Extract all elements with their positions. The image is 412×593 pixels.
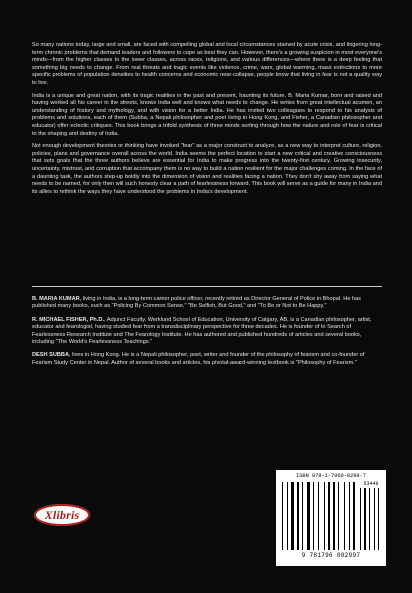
barcode-bar [376, 488, 377, 550]
barcode-bar [360, 488, 361, 550]
barcode-bar [356, 482, 357, 550]
barcode-bar [284, 482, 286, 550]
barcode-bar [328, 482, 330, 550]
barcode-bar [311, 482, 312, 550]
author-name: R. MICHAEL FISHER, Ph.D. [32, 316, 104, 323]
author-bio-text: , living in India, is a long-term career police officer, recently retired as Director General of Police in Bhopal. He has published many books, such as "Policing By Common Sense," "Be Selfish, But Good," and "To Be or Not to Be Happy." [32, 296, 361, 310]
barcode-bar [351, 482, 352, 550]
barcode-bar [300, 482, 301, 550]
barcode-bar [291, 482, 294, 550]
blurb-text [32, 42, 382, 201]
barcode-bars-main [282, 482, 358, 550]
isbn-barcode [276, 470, 386, 566]
barcode-bar [315, 482, 317, 550]
barcode-bar [338, 482, 339, 550]
barcode-bar [333, 482, 335, 550]
barcode-bar [367, 488, 368, 550]
barcode-bar [331, 482, 332, 550]
barcode-bar [307, 482, 310, 550]
barcode-bar [346, 482, 348, 550]
publisher-logo-text: Xlibris [44, 507, 80, 522]
barcode-bar [326, 482, 327, 550]
isbn-number: ISBN 978-1-7960-0299-7 [296, 473, 366, 479]
barcode-bar [282, 482, 283, 550]
barcode-bar [340, 482, 343, 550]
barcode-bar [336, 482, 337, 550]
barcode-bar [313, 482, 314, 550]
barcode-bar [371, 488, 373, 550]
blurb-paragraph-2: India is a unique and great nation, with its tragic realities in the past and present, haunting its future. B. Maria Kumar, born and raised and having worked all his career in the streets, knows India well and knows what needs to change. He writes from great intellectual acumen, an understanding of history and mythology, and with vision for a better India. He has invited two colleagues to respond to his analysis of problems and solutions, each of them (Subba, a Nepali philosopher and poet living in Hong Kong, and Fisher, a Canadian philosopher and educator) offer eclectic critiques. This book brings a trifold synthesis of three minds sorting through how the nature and role of fear is critical to the shaping and destiny of India. [32, 92, 382, 137]
blurb-paragraph-1: So many nations today, large and small, are faced with compelling global and local circumstances stained by acute crisis, and lingering long-term chronic problems that demand leaders and followers to cope as best they can. However, there's a growing suspicion in most everyone's minds—from the higher classes to the lower classes, across races, religions, and various differences—where there is a deep feeling that something big needs to change. From real threats and tragic events like violence, crime, wars, global warming, mass extinctions to more specific problems of population densities to health concerns and economic near-collapse, people know that living in fear is not a quality way to live. [32, 42, 382, 86]
author-bio-text: , lives in Hong Kong. He is a Nepali philosopher, poet, writer and founder of the philosophy of fearism and co-founder of Fearism Study Center in Nepal. Author of several books and articles, his pivotal-award-winning textbook is "Philosophy of Fearism." [32, 352, 365, 366]
barcode-bar [364, 488, 366, 550]
author-bio-kumar [32, 296, 382, 311]
section-divider [32, 286, 382, 287]
publisher-logo [34, 504, 90, 526]
blurb-paragraph-3: Not enough development theories or thinking have invoked "fear" as a major construct to analyze, as a new way to interpret culture, religion, policies, plans and governance overall across the world. India seems the perfect location to start a new critical and creative consciousness that sets goals that the three authors believe are essential for India to make progress into the twenty-first century. Growing insecurity, uncertainty, mistrust, and corruption that accompany them is no way to build a nation resilient for the major challenges coming. In the face of a daunting task, the authors step-up boldly into the dimension of vision and realities facing a nation. They don't shy away from saying what needs to be named, for only then will such honesty clear a path of fearlessness forward. This book will serve as a guide for many in India and its allies to rethink the ways they have understood the problems in India's development. [32, 143, 382, 195]
barcode-bar [297, 482, 299, 550]
barcode-bar [344, 482, 345, 550]
barcode-bar [295, 482, 296, 550]
barcode-bar [349, 482, 350, 550]
barcode-bar [320, 482, 323, 550]
author-name: DESH SUBBA [32, 352, 69, 359]
barcode-bar [374, 488, 375, 550]
barcode-bar [318, 482, 319, 550]
author-bios [32, 296, 382, 373]
author-bio-fisher [32, 317, 382, 347]
barcode-bar [304, 482, 306, 550]
barcode-bar [287, 482, 288, 550]
barcode-bar [289, 482, 290, 550]
author-bio-text: , Adjunct Faculty, Werklund School of Education, University of Calgary, AB, is a Canadian philosopher, artist, educator and fearologist, having studied fear from a transdisciplinary perspective for three decades. He is founder of In Search of Fearlessness Research Institute and The Fearology Institute. He has authored and published hundreds of articles and several books, including "The World's Fearlessness Teachings." [32, 316, 372, 346]
price-code: 53449 [363, 481, 379, 487]
barcode-bar [353, 482, 355, 550]
author-name: B. MARIA KUMAR [32, 296, 80, 302]
barcode-bar [378, 488, 379, 550]
author-bio-subba [32, 352, 382, 367]
barcode-bar [302, 482, 303, 550]
barcode-bars-addon [360, 488, 382, 550]
barcode-bar [362, 488, 363, 550]
barcode-bar [369, 488, 370, 550]
ean-number: 9 781796 002997 [301, 552, 361, 559]
barcode-bar [324, 482, 325, 550]
